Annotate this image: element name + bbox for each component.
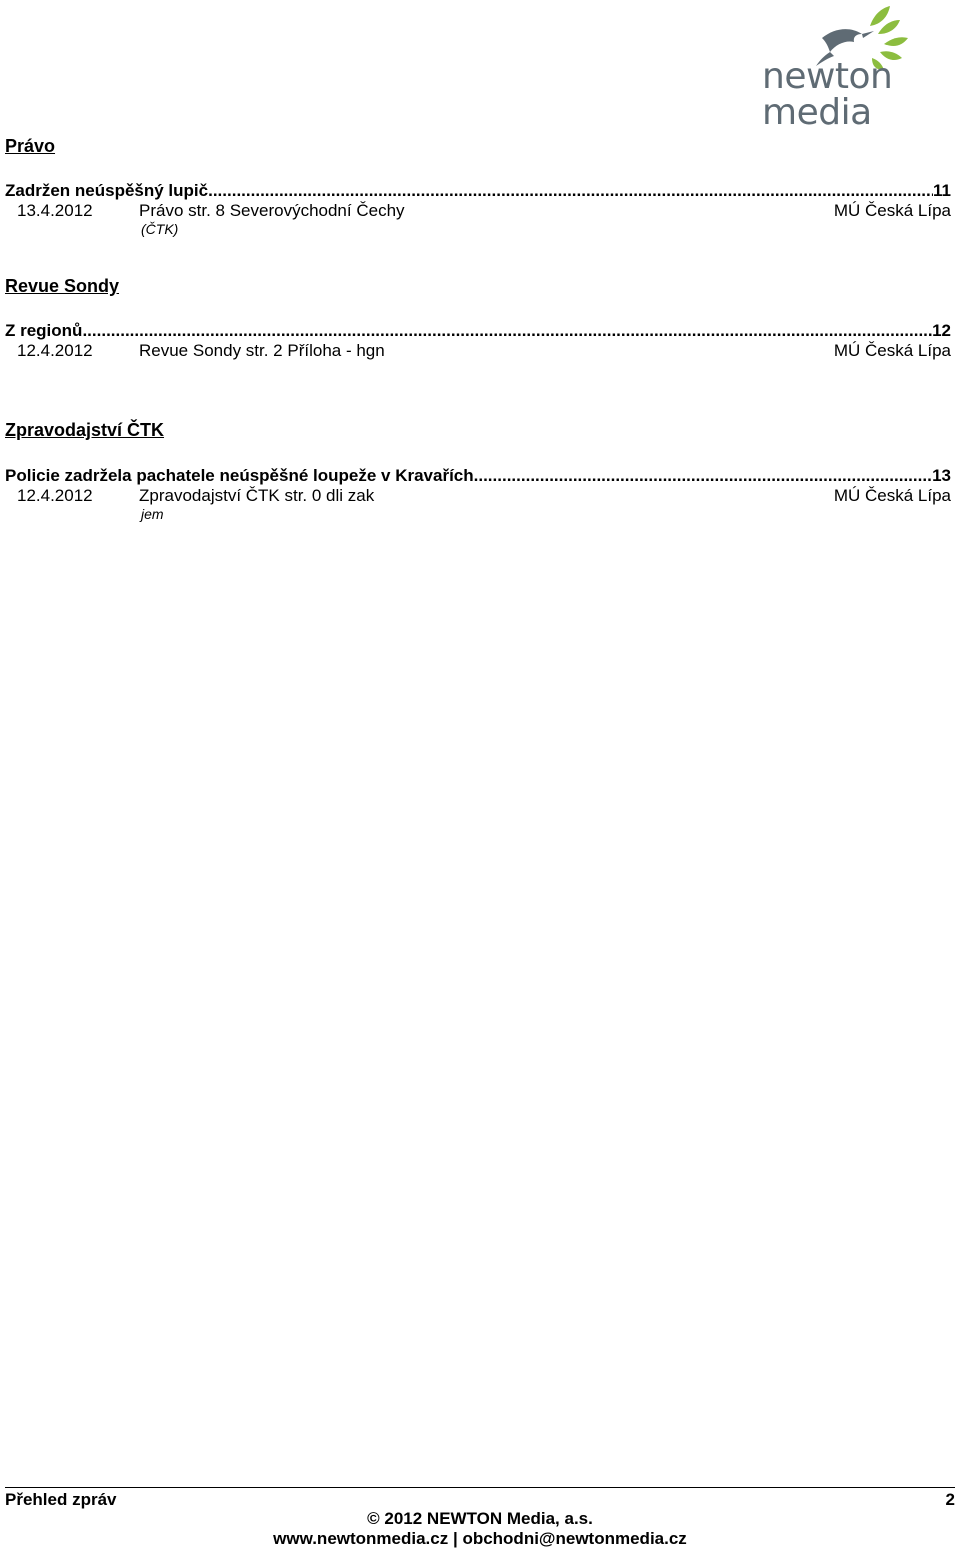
article-source: Revue Sondy str. 2 Příloha - hgn (139, 341, 385, 360)
article-author: jem (141, 506, 164, 522)
article-region: MÚ Česká Lípa (833, 341, 951, 360)
article-title[interactable]: Z regionů (5, 321, 83, 340)
section-title[interactable]: Právo (5, 136, 56, 156)
footer-contact-links[interactable]: www.newtonmedia.cz | obchodni@newtonmedia.cz (273, 1529, 687, 1548)
dot-leader (208, 181, 933, 201)
article-title[interactable]: Policie zadržela pachatele neúspěšné loupeže v Kravařích (5, 466, 474, 485)
article-region: MÚ Česká Lípa (833, 486, 951, 505)
article-entry[interactable] (5, 466, 951, 486)
footer-copyright: © 2012 NEWTON Media, a.s. (367, 1509, 593, 1528)
article-page-number: 11 (933, 181, 951, 200)
article-title[interactable]: Zadržen neúspěšný lupič (5, 181, 209, 200)
section-zpravodajstvi-ctk (5, 420, 951, 524)
article-date: 13.4.2012 (17, 201, 93, 220)
logo-text: newton media (762, 56, 893, 133)
dot-leader (82, 321, 932, 341)
article-source: Zpravodajství ČTK str. 0 dli zak (139, 486, 375, 505)
section-revue-sondy (5, 276, 951, 361)
article-date: 12.4.2012 (17, 486, 93, 505)
footer-divider (5, 1487, 955, 1488)
article-entry[interactable] (5, 321, 951, 341)
section-title[interactable]: Zpravodajství ČTK (5, 420, 165, 440)
newton-media-logo (758, 4, 956, 133)
footer-title: Přehled zpráv (5, 1490, 117, 1509)
section-title[interactable]: Revue Sondy (5, 276, 120, 296)
article-meta (5, 201, 951, 221)
section-pravo (5, 136, 951, 239)
article-entry[interactable] (5, 181, 951, 201)
article-meta (5, 341, 951, 361)
article-author: (ČTK) (141, 221, 179, 237)
dot-leader (474, 466, 932, 486)
footer-page-number: 2 (945, 1490, 955, 1509)
article-region: MÚ Česká Lípa (833, 201, 951, 220)
article-meta (5, 486, 951, 506)
article-page-number: 13 (932, 466, 951, 485)
article-page-number: 12 (932, 321, 951, 340)
article-source: Právo str. 8 Severovýchodní Čechy (139, 201, 405, 220)
article-date: 12.4.2012 (17, 341, 93, 360)
